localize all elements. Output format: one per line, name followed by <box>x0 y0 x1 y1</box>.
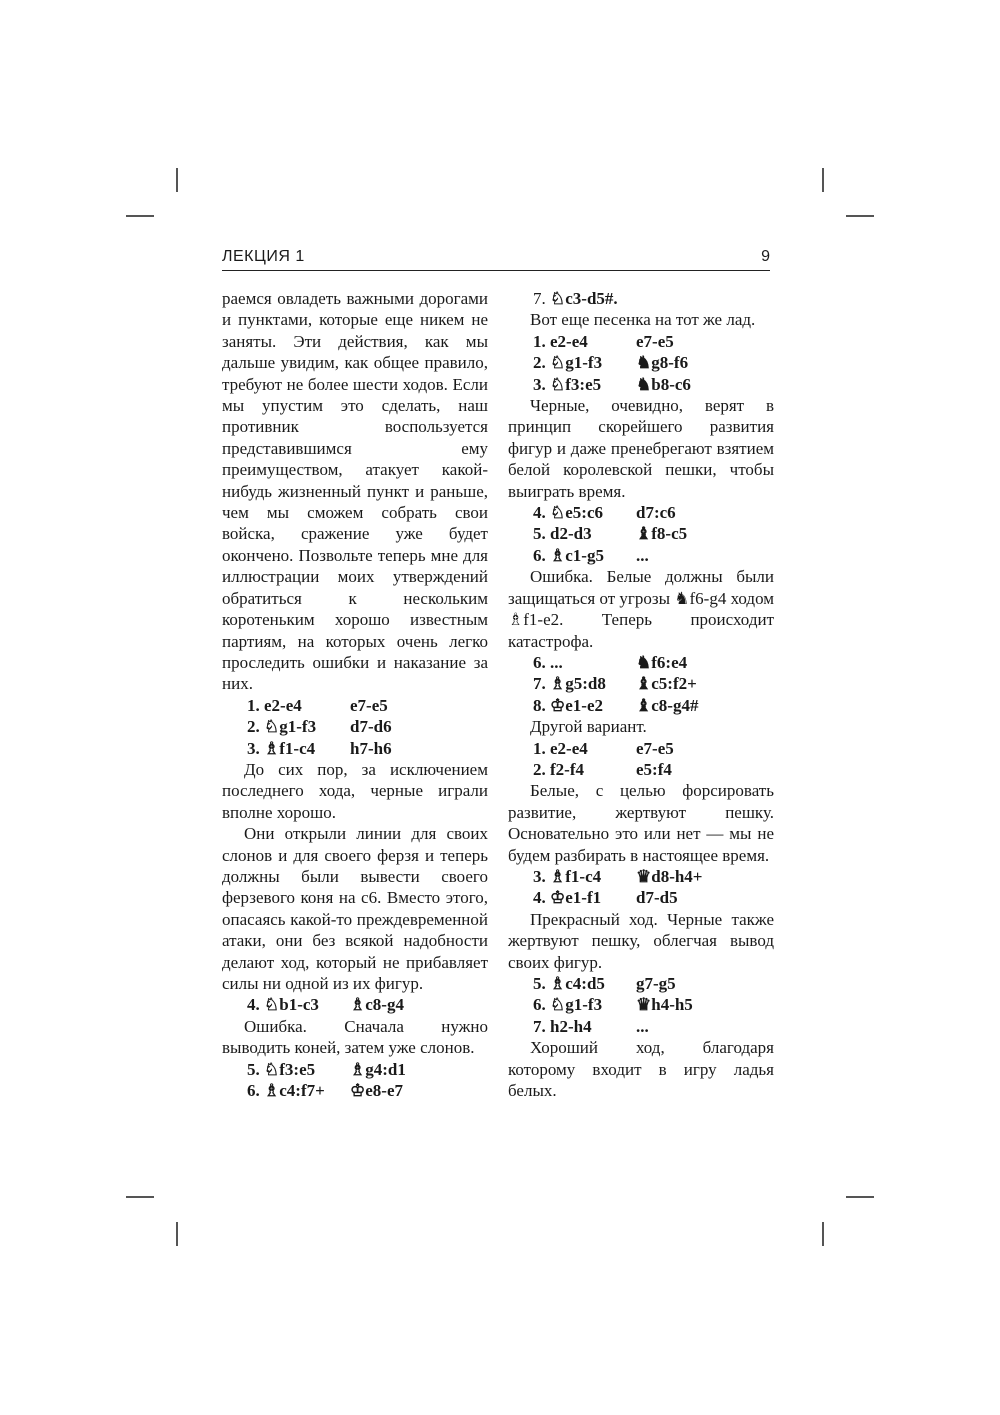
move-row <box>508 523 774 544</box>
black-move: ♞g8-f6 <box>636 353 689 373</box>
paragraph: Ошибка. Белые должны были защищаться от угрозы ♞f6-g4 ходом ♗f1-e2. Теперь происходит катастрофа. <box>508 567 775 651</box>
move-row <box>508 866 774 887</box>
move-row <box>508 973 774 994</box>
paragraph: Вот еще песенка на тот же лад. <box>530 310 756 330</box>
black-move: h7-h6 <box>350 738 392 758</box>
white-move: 1. e2-e4 <box>533 331 588 351</box>
move-row <box>508 1016 774 1037</box>
move-number: 7. <box>533 289 546 308</box>
white-move: 6. ♗c1-g5 <box>533 545 604 565</box>
white-move: 2. ♘g1-f3 <box>247 717 317 737</box>
paragraph: Другой вариант. <box>530 717 647 737</box>
paragraph: Белые, с целью форсировать развитие, жертвуют пешку. Основательно это или нет — мы не будем разбирать в настоящее время. <box>508 781 774 865</box>
move-row <box>222 994 488 1015</box>
move-row <box>222 1059 488 1080</box>
black-move: ♝f8-c5 <box>636 524 688 544</box>
black-move: e7-e5 <box>350 695 388 715</box>
white-move: 2. ♘g1-f3 <box>533 353 603 373</box>
white-move: 6. ♘g1-f3 <box>533 995 603 1015</box>
black-move: ♔e8-e7 <box>350 1081 403 1101</box>
crop-mark <box>126 215 154 217</box>
move-row <box>222 738 488 759</box>
single-move <box>508 288 774 309</box>
crop-mark <box>822 1222 824 1246</box>
black-move: ♗g4:d1 <box>350 1059 406 1079</box>
black-move: ♞f6:e4 <box>636 652 688 672</box>
white-move: 7. h2-h4 <box>533 1016 592 1036</box>
white-move: 8. ♔e1-e2 <box>533 695 603 715</box>
white-move: 6. ♗c4:f7+ <box>247 1081 325 1101</box>
white-move: 3. ♘f3:e5 <box>533 374 602 394</box>
paragraph: Ошибка. Сначала нужно выводить коней, затем уже слонов. <box>222 1016 488 1058</box>
white-move: 5. d2-d3 <box>533 524 592 544</box>
right-column <box>508 288 774 1101</box>
move-text: ♘c3-d5#. <box>550 289 618 308</box>
white-move: 1. e2-e4 <box>247 695 302 715</box>
white-move: 4. ♘e5:c6 <box>533 503 603 523</box>
crop-mark <box>176 168 178 192</box>
crop-mark <box>846 1196 874 1198</box>
paragraph: Они открыли линии для своих слонов и для своего ферзя и теперь должны были вывести своего ферзевого коня на c6. Вместо этого, опасаясь какой-то преждевременной атаки, они без всякой надобности делают ход, который не прибавляет силы ни одной из их фигур. <box>222 824 488 993</box>
move-row <box>222 716 488 737</box>
white-move: 4. ♘b1-c3 <box>247 995 319 1015</box>
move-row <box>222 1080 488 1101</box>
black-move: d7-d5 <box>636 888 678 908</box>
left-column <box>222 288 488 1101</box>
black-move: e7-e5 <box>636 331 674 351</box>
black-move: ♝c5:f2+ <box>636 674 697 694</box>
paragraph: До сих пор, за исключением последнего хода, черные играли вполне хорошо. <box>222 759 488 822</box>
paragraph: Прекрасный ход. Черные также жертвуют пешку, облегчая вывод своих фигур. <box>508 909 774 972</box>
move-row <box>508 502 774 523</box>
move-row <box>508 994 774 1015</box>
white-move: 4. ♔e1-f1 <box>533 888 602 908</box>
crop-mark <box>176 1222 178 1246</box>
black-move: d7:c6 <box>636 503 676 523</box>
black-move: ♞b8-c6 <box>636 374 691 394</box>
white-move: 5. ♘f3:e5 <box>247 1059 316 1079</box>
black-move: ♝c8-g4# <box>636 695 699 715</box>
move-row <box>508 759 774 780</box>
move-row <box>508 545 774 566</box>
chapter-title: ЛЕКЦИЯ 1 <box>222 248 305 265</box>
white-move: 5. ♗c4:d5 <box>533 974 605 993</box>
page-number: 9 <box>761 248 770 265</box>
move-row <box>508 887 774 908</box>
black-move: g7-g5 <box>636 974 676 993</box>
white-move: 2. f2-f4 <box>533 759 584 779</box>
black-move: e5:f4 <box>636 759 672 779</box>
move-row <box>508 695 774 716</box>
paragraph: раемся овладеть важными дорогами и пунктами, которые еще никем не заняты. Эти действия, как мы дальше увидим, как общее правило, требуют не более шести ходов. Если мы упустим это сделать, наш противник воспользуется представившимся ему преимуществом, атакует какой-нибудь жизненный пункт и раньше, чем мы сможем собрать свои войска, сражение уже будет окончено. Позвольте теперь мне для иллюстрации моих утверждений обратиться к нескольким коротеньким хорошо известным партиям, на которых очень легко проследить ошибки и наказание за них. <box>222 289 488 694</box>
black-move: ♛d8-h4+ <box>636 866 703 886</box>
black-move: d7-d6 <box>350 717 392 737</box>
paragraph: Черные, очевидно, верят в принцип скорейшего развития фигур и даже пренебрегают взятием белой королевской пешки, чтобы выиграть время. <box>508 396 774 501</box>
crop-mark <box>822 168 824 192</box>
move-row <box>508 738 774 759</box>
crop-mark <box>126 1196 154 1198</box>
move-row <box>508 352 774 373</box>
black-move: ♗c8-g4 <box>350 995 404 1015</box>
move-row <box>222 695 488 716</box>
white-move: 3. ♗f1-c4 <box>533 866 602 886</box>
move-row <box>508 374 774 395</box>
black-move: ... <box>636 545 649 565</box>
white-move: 3. ♗f1-c4 <box>247 738 316 758</box>
running-header <box>222 248 770 271</box>
crop-mark <box>846 215 874 217</box>
move-row <box>508 652 774 673</box>
white-move: 1. e2-e4 <box>533 738 588 758</box>
black-move: ♛h4-h5 <box>636 995 693 1015</box>
move-row <box>508 331 774 352</box>
black-move: ... <box>636 1016 649 1036</box>
paragraph: Хороший ход, благодаря которому входит в игру ладья белых. <box>508 1038 774 1101</box>
black-move: e7-e5 <box>636 738 674 758</box>
white-move: 6. ... <box>533 652 563 672</box>
move-row <box>508 673 774 694</box>
white-move: 7. ♗g5:d8 <box>533 674 606 694</box>
